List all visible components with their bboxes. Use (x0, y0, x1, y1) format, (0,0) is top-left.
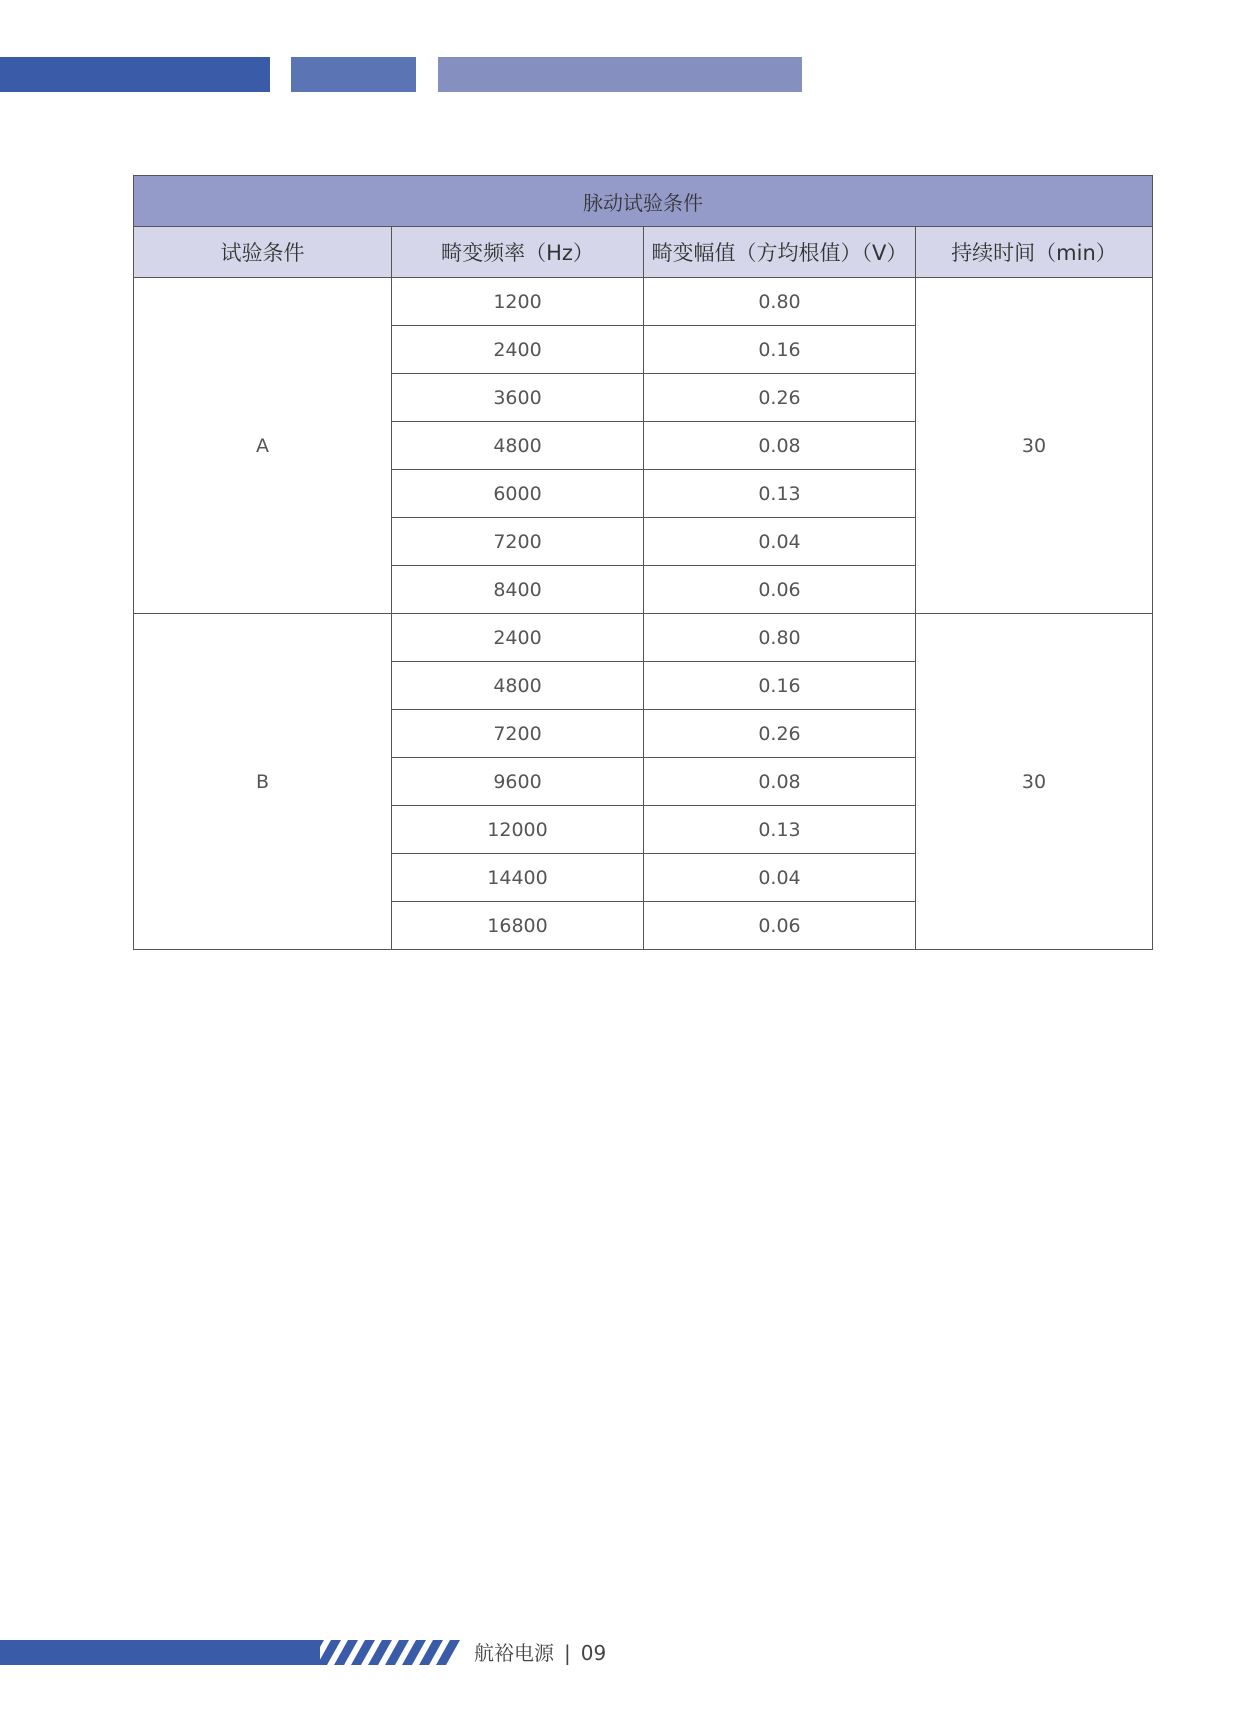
amplitude-cell: 0.04 (644, 854, 916, 902)
frequency-cell: 8400 (392, 566, 644, 614)
amplitude-cell: 0.16 (644, 326, 916, 374)
header-bar-medium (291, 57, 416, 92)
footer-page-number: 09 (580, 1641, 607, 1665)
amplitude-cell: 0.13 (644, 470, 916, 518)
column-header-condition: 试验条件 (134, 227, 392, 278)
amplitude-cell: 0.08 (644, 422, 916, 470)
frequency-cell: 3600 (392, 374, 644, 422)
frequency-cell: 14400 (392, 854, 644, 902)
frequency-cell: 9600 (392, 758, 644, 806)
table-body (134, 278, 1153, 950)
amplitude-cell: 0.26 (644, 374, 916, 422)
duration-cell: 30 (916, 278, 1153, 614)
footer-company: 航裕电源 (474, 1641, 554, 1665)
amplitude-cell: 0.04 (644, 518, 916, 566)
table-row (134, 278, 1153, 326)
footer-text (474, 1637, 606, 1666)
frequency-cell: 4800 (392, 662, 644, 710)
amplitude-cell: 0.08 (644, 758, 916, 806)
frequency-cell: 7200 (392, 710, 644, 758)
frequency-cell: 2400 (392, 326, 644, 374)
footer-separator: | (564, 1641, 571, 1665)
table-title: 脉动试验条件 (134, 176, 1153, 227)
table-row (134, 614, 1153, 662)
frequency-cell: 7200 (392, 518, 644, 566)
amplitude-cell: 0.06 (644, 902, 916, 950)
frequency-cell: 2400 (392, 614, 644, 662)
column-header-frequency: 畸变频率（Hz） (392, 227, 644, 278)
amplitude-cell: 0.26 (644, 710, 916, 758)
column-header-duration: 持续时间（min） (916, 227, 1153, 278)
amplitude-cell: 0.16 (644, 662, 916, 710)
frequency-cell: 1200 (392, 278, 644, 326)
condition-cell: B (134, 614, 392, 950)
frequency-cell: 6000 (392, 470, 644, 518)
condition-cell: A (134, 278, 392, 614)
footer-bar (0, 1640, 320, 1665)
amplitude-cell: 0.06 (644, 566, 916, 614)
footer-stripes (300, 1640, 465, 1665)
duration-cell: 30 (916, 614, 1153, 950)
frequency-cell: 4800 (392, 422, 644, 470)
frequency-cell: 12000 (392, 806, 644, 854)
column-header-amplitude: 畸变幅值（方均根值）（V） (644, 227, 916, 278)
header-bar-dark (0, 57, 270, 92)
pulse-test-table (133, 175, 1153, 950)
amplitude-cell: 0.80 (644, 614, 916, 662)
header-bar-light (438, 57, 802, 92)
amplitude-cell: 0.80 (644, 278, 916, 326)
amplitude-cell: 0.13 (644, 806, 916, 854)
frequency-cell: 16800 (392, 902, 644, 950)
